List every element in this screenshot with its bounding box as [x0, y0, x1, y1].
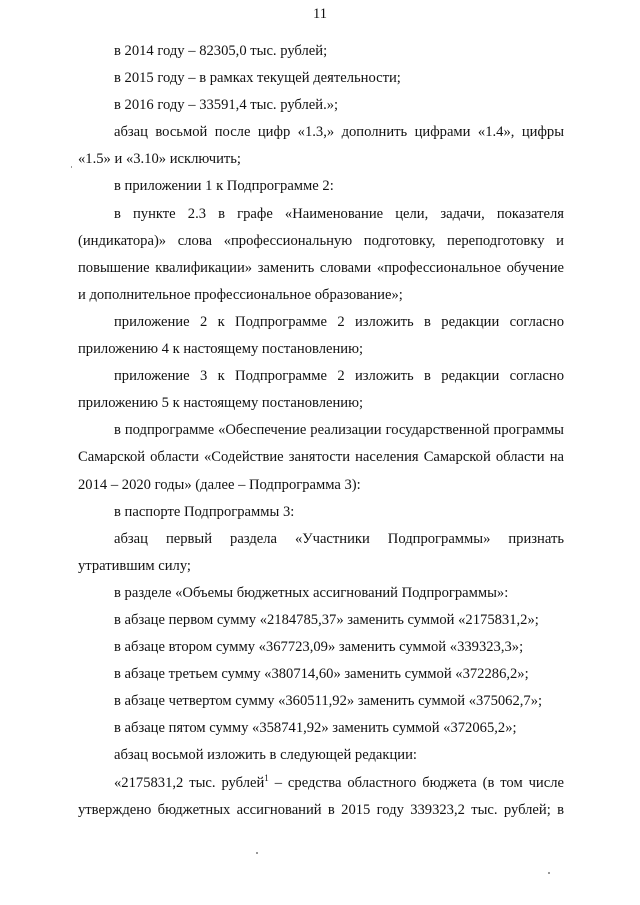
paragraph-total-amount: [78, 770, 564, 824]
paragraph-appendix-3: приложение 3 к Подпрограмме 2 изложить в редакции согласно приложению 5 к настоящему постановлению;: [78, 368, 564, 412]
paragraph-participants: абзац первый раздела «Участники Подпрограммы» признать утратившим силу;: [78, 530, 564, 574]
paragraph-appendix-1: в приложении 1 к Подпрограмме 2:: [114, 178, 334, 195]
paragraph-abzac-eighth: абзац восьмой после цифр «1.3,» дополнить цифрами «1.4», цифры «1.5» и «3.10» исключить;: [78, 124, 564, 168]
paragraph-passport: в паспорте Подпрограммы 3:: [114, 503, 295, 520]
scan-speck: [71, 166, 72, 168]
paragraph-sum-first: в абзаце первом сумму «2184785,37» заменить суммой «2175831,2»;: [114, 611, 539, 628]
total-amount-text: «2175831,2 тыс. рублей: [114, 774, 265, 791]
paragraph-2014-amount: в 2014 году – 82305,0 тыс. рублей;: [114, 43, 328, 59]
paragraph-eighth-new: абзац восьмой изложить в следующей редакции:: [114, 747, 417, 764]
paragraph-2016-amount: в 2016 году – 33591,4 тыс. рублей.»;: [114, 97, 339, 114]
paragraph-sum-third: в абзаце третьем сумму «380714,60» заменить суммой «372286,2»;: [114, 666, 529, 683]
paragraph-appendix-2: приложение 2 к Подпрограмме 2 изложить в редакции согласно приложению 4 к настоящему постановлению;: [78, 313, 564, 358]
paragraph-sum-second: в абзаце втором сумму «367723,09» заменить суммой «339323,3»;: [114, 639, 524, 656]
paragraph-sum-fourth: в абзаце четвертом сумму «360511,92» заменить суммой «375062,7»;: [114, 693, 543, 710]
paragraph-2015-amount: в 2015 году – в рамках текущей деятельности;: [114, 70, 401, 87]
scan-speck: [548, 872, 550, 874]
page-number: 11: [313, 6, 327, 22]
scan-speck: [256, 852, 258, 854]
document-body: [78, 38, 564, 824]
paragraph-subprogram-3: в подпрограмме «Обеспечение реализации государственной программы Самарской области «Содействие занятости населения Самарской области на 2014 – 2020 годы» (далее – Подпрограмма 3):: [78, 422, 564, 493]
paragraph-sum-fifth: в абзаце пятом сумму «358741,92» заменить суммой «372065,2»;: [114, 720, 517, 737]
paragraph-budget-section: в разделе «Объемы бюджетных ассигнований Подпрограммы»:: [114, 584, 509, 601]
paragraph-point-2-3: в пункте 2.3 в графе «Наименование цели, задачи, показателя (индикатора)» слова «профессиональную подготовку, переподготовку и повышение квалификации» заменить словами «профессиональное обучение и дополнительное профессиональное образование»;: [78, 205, 564, 303]
total-amount-continuation: – средства областного бюджета (в том числе утверждено бюджетных ассигнований в 2015 году 339323,2 тыс. рублей; в: [78, 774, 564, 818]
footnote-mark: 1: [264, 772, 269, 783]
